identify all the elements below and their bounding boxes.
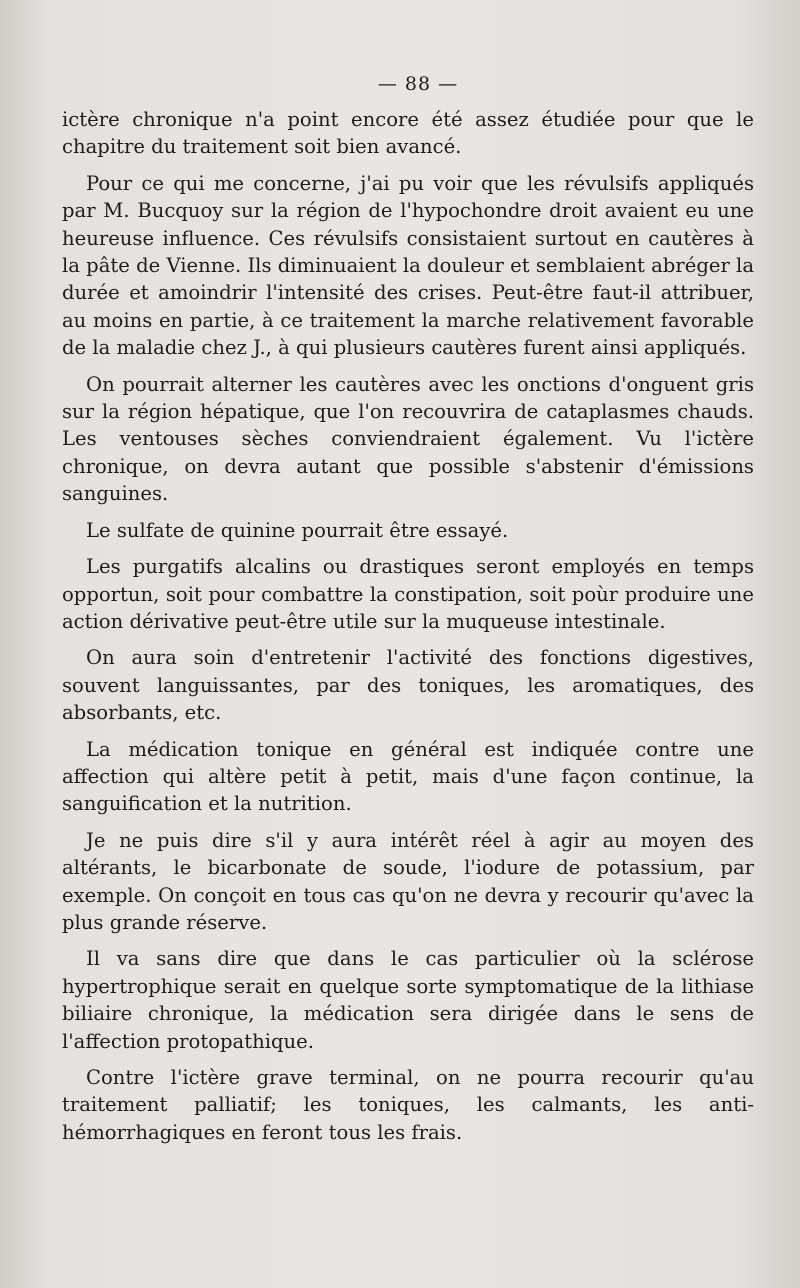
- paragraph-2: Pour ce qui me concerne, j'ai pu voir que les révulsifs appliqués par M. Bucquoy sur la région de l'hypochondre droit avaient eu une heureuse influence. Ces révulsifs consistaient surtout en cautères à la pâte de Vienne. Ils diminuaient la douleur et semblaient abréger la durée et amoindrir l'intensité des crises. Peut-être faut-il attribuer, au moins en partie, à ce traitement la marche relativement favorable de la maladie chez J., à qui plusieurs cautères furent ainsi appliqués.: [62, 171, 754, 360]
- paragraph-6: On aura soin d'entretenir l'activité des fonctions digestives, souvent languissantes, par des toniques, les aromatiques, des absorbants, etc.: [62, 646, 754, 725]
- paragraph-3: On pourrait alterner les cautères avec les onctions d'onguent gris sur la région hépatique, que l'on recouvrira de cataplasmes chauds. Les ventouses sèches conviendraient également. Vu l'ictère chronique, on devra autant que possible s'abstenir d'émissions sanguines.: [62, 372, 754, 506]
- paragraph-10: Contre l'ictère grave terminal, on ne pourra recourir qu'au traitement palliatif; les toniques, les calmants, les anti-hémorrhagiques en feront tous les frais.: [62, 1066, 754, 1144]
- paragraph-8: Je ne puis dire s'il y aura intérêt réel à agir au moyen des altérants, le bicarbonate de soude, l'iodure de potassium, par exemple. On conçoit en tous cas qu'on ne devra y recourir qu'avec la plus grande réserve.: [62, 828, 754, 934]
- paragraph-4: Le sulfate de quinine pourrait être essayé.: [86, 518, 509, 542]
- paragraph-1: ictère chronique n'a point encore été assez étudiée pour que le chapitre du traitement soit bien avancé.: [62, 108, 754, 159]
- page-number: — 88 —: [377, 73, 459, 95]
- body-text: [62, 106, 754, 1146]
- paragraph-5: Les purgatifs alcalins ou drastiques seront employés en temps opportun, soit pour combattre la constipation, soit poùr produire une action dérivative peut-être utile sur la muqueuse intestinale.: [62, 555, 754, 633]
- paragraph-7: La médication tonique en général est indiquée contre une affection qui altère petit à petit, mais d'une façon continue, la sanguification et la nutrition.: [62, 737, 754, 816]
- paragraph-9: Il va sans dire que dans le cas particulier où la sclérose hypertrophique serait en quelque sorte symptomatique de la lithiase biliaire chronique, la médication sera dirigée dans le sens de l'affection protopathique.: [62, 947, 754, 1053]
